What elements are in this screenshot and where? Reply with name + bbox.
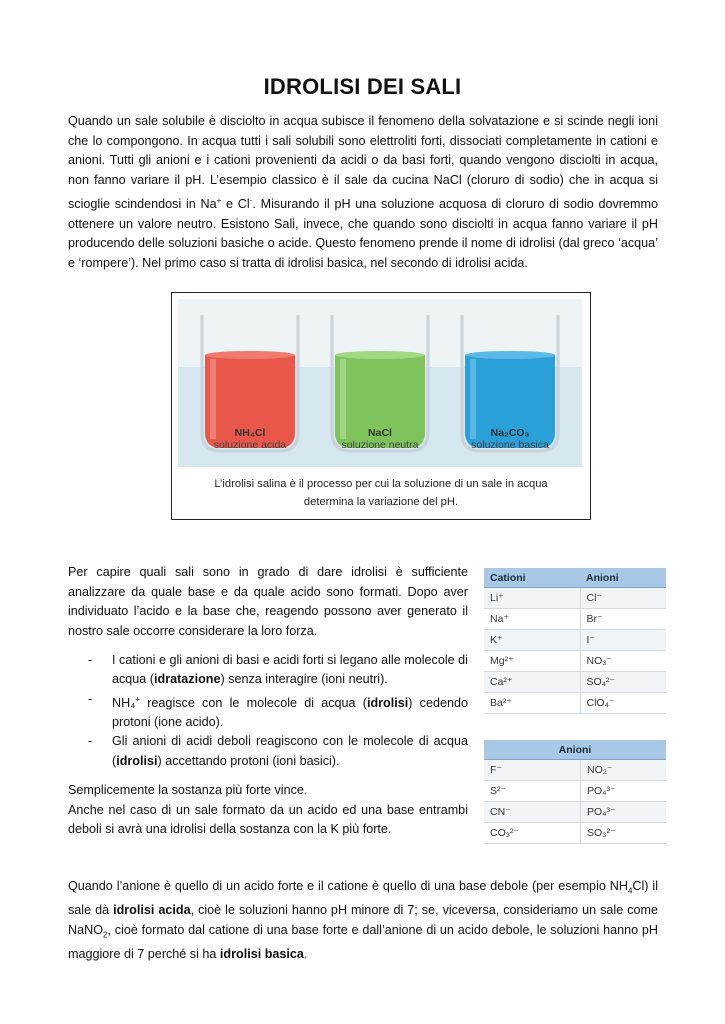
table-cell: S²⁻	[484, 781, 581, 802]
list-item: - I cationi e gli anioni di basi e acidi forti si legano alle molecole di acqua (idratazione) senza interagire (ioni neutri).	[88, 651, 468, 690]
table-row	[484, 588, 666, 609]
table-cell: K⁺	[484, 630, 580, 651]
table-row	[484, 781, 666, 802]
list-item: - NH₄+ reagisce con le molecole di acqua (idrolisi) cedendo protoni (ione acido).	[88, 690, 468, 733]
beaker-basic-label: Na₂CO₃ soluzione basica	[471, 427, 549, 451]
bullet-list	[88, 651, 468, 771]
table-cell: F⁻	[484, 760, 581, 781]
table-row	[484, 651, 666, 672]
table-header: Anioni	[484, 740, 666, 760]
beakers-figure	[171, 292, 591, 520]
list-item: - Gli anioni di acidi deboli reagiscono con le molecole di acqua (idrolisi) accettando protoni (ioni basici).	[88, 732, 468, 771]
table-cell: Br⁻	[580, 609, 666, 630]
table-cell: CN⁻	[484, 802, 581, 823]
table-cell: ClO₄⁻	[580, 693, 666, 714]
table-cell: SO₄²⁻	[580, 672, 666, 693]
table-header: Anioni	[580, 568, 666, 588]
table-row	[484, 760, 666, 781]
final-paragraph: Quando l’anione è quello di un acido forte e il catione è quello di una base debole (per esempio $NH_4Cl$) il sale dà idrolisi acida, cioè le soluzioni hanno pH minore di 7; se, viceversa, consideriamo un sale come NaNO$_2$, cioè formato dal catione di una base forte e dall’anione di un acido debole, le soluzioni hanno pH maggiore di 7 perché si ha idrolisi basica.	[68, 879, 659, 962]
table-row	[484, 693, 666, 714]
table-cell: Cl⁻	[580, 588, 666, 609]
intro-paragraph: Quando un sale solubile è disciolto in acqua subisce il fenomeno della solvatazione e si scinde negli ioni che lo compongono. In acqua tutti i sali solubili sono elettroliti forti, dissociati completamente in cationi e anioni. Tutti gli anioni e i cationi provenienti da acidi o da basi forti, quando vengono disciolti in acqua, non fanno variare il pH. L’esempio classico è il sale da cucina NaCl (cloruro di sodio) che in acqua si scioglie scindendosi in Na+ e Cl-. Misurando il pH una soluzione acquosa di cloruro di sodio dovremmo ottenere un valore neutro. Esistono Sali, invece, che quando sono disciolti in acqua fanno variare il pH producendo delle soluzioni basiche o acide. Questo fenomeno prende il nome di idrolisi (dal greco ‘acqua’ e ‘rompere’). Nel primo caso si tratta di idrolisi basica, nel secondo di idrolisi acida.	[68, 114, 658, 271]
table-cell: NO₃⁻	[580, 651, 666, 672]
beaker-acid-label: NH₄Cl soluzione acida	[213, 427, 287, 451]
table-cell: SO₃²⁻	[581, 823, 667, 844]
table-row	[484, 802, 666, 823]
table-header: Cationi	[484, 568, 580, 588]
closing-paragraph: Semplicemente la sostanza più forte vince. Anche nel caso di un sale formato da un acido ed una base entrambi deboli si avrà una idrolisi della sostanza con la K più forte.	[68, 783, 468, 837]
table-header-row	[484, 740, 666, 760]
cations-anions-table	[484, 568, 666, 714]
table-row	[484, 630, 666, 651]
table-cell: Ca²⁺	[484, 672, 580, 693]
table-cell: I⁻	[580, 630, 666, 651]
table-cell: PO₄³⁻	[581, 802, 667, 823]
table-cell: Na⁺	[484, 609, 580, 630]
table-row	[484, 609, 666, 630]
beaker-neutral-label: NaCl soluzione neutra	[341, 427, 419, 451]
table-cell: Ba²⁺	[484, 693, 580, 714]
table-row	[484, 672, 666, 693]
table-cell: Li⁺	[484, 588, 580, 609]
table-cell: NO₂⁻	[581, 760, 667, 781]
second-paragraph: Per capire quali sali sono in grado di dare idrolisi è sufficiente analizzare da quale base e da quale acido sono formati. Dopo aver individuato l’acido e la base che, reagendo possono aver generato il nostro sale occorre considerare la loro forza.	[68, 565, 468, 639]
anions-table	[484, 740, 666, 844]
table-cell: CO₃²⁻	[484, 823, 581, 844]
table-header-row	[484, 568, 666, 588]
figure-caption: L’idrolisi salina è il processo per cui la soluzione di un sale in acqua determina la variazione del pH.	[214, 478, 548, 508]
table-row	[484, 823, 666, 844]
table-cell: Mg²⁺	[484, 651, 580, 672]
table-cell: PO₄³⁻	[581, 781, 667, 802]
page-title: IDROLISI DEI SALI	[263, 74, 462, 99]
